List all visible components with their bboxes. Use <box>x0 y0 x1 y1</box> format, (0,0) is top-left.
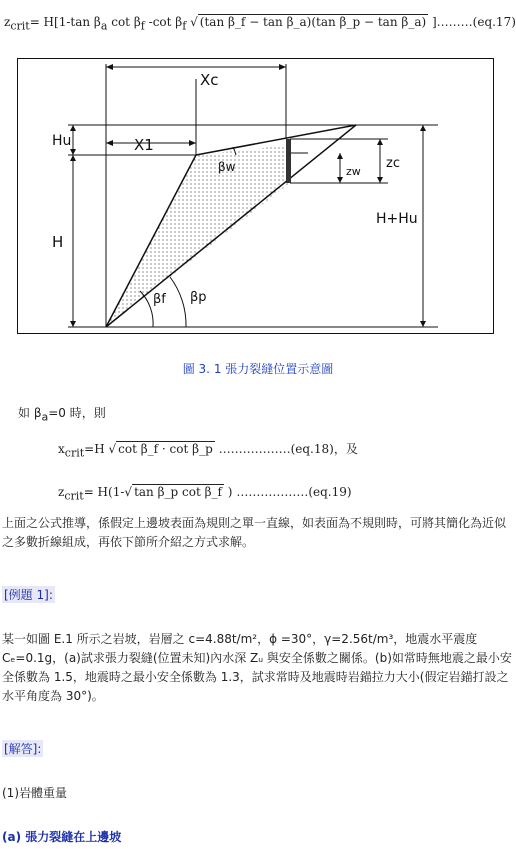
tension-crack <box>286 139 291 183</box>
eq19-close: ) <box>223 485 233 499</box>
equation-19 <box>58 484 352 502</box>
equation-18 <box>58 440 358 459</box>
label-beta-p: βp <box>190 290 207 305</box>
label-beta-w: βw <box>218 160 236 174</box>
eq17-mid2: -cot β <box>144 15 183 29</box>
condition-tail: =0 時，則 <box>48 406 106 420</box>
sqrt-icon: √ <box>124 485 133 499</box>
label-beta-f: βf <box>153 292 166 307</box>
eq19-eq: = H(1- <box>83 485 125 499</box>
eq17-text-before: = H[1-tan β <box>29 15 101 29</box>
label-x1: X1 <box>134 136 154 154</box>
eq17-close: ] <box>428 15 437 29</box>
eq18-eq: =H <box>84 442 105 456</box>
eq17-sub-a: a <box>100 19 108 33</box>
eq17-sub-f2: f <box>182 19 187 33</box>
equation-17 <box>4 14 516 32</box>
eq18-label: (eq.18)，及 <box>290 442 358 456</box>
answer-heading: [解答]: <box>4 742 42 756</box>
eq18-sqrt: cot β_f · cot β_p <box>118 442 213 456</box>
eq18-lhs: x <box>58 442 65 456</box>
eq17-label: (eq.17) <box>472 15 516 29</box>
label-h: H <box>52 233 64 251</box>
beta-p-arc <box>170 277 186 327</box>
label-h-hu: H+Hu <box>376 211 418 227</box>
eq17-lhs-sub: crit <box>10 19 30 33</box>
example-text: 某一如圖 E.1 所示之岩坡，岩層之 c=4.88t/m²，ϕ =30°，γ=2.56t/m³，地震水平震度 Cₑ=0.1g，(a)試求張力裂縫(位置未知)內水深 Zᵤ 與安全係數之關係。(b)如常時無地震之最小安全係數為 1.5，地震時之最小安全係數為 1.3，試求常時及地震時岩錨拉力大小(假定岩錨打設之水平角度為 30°)。 <box>2 632 512 703</box>
condition-text: 如 β <box>18 406 42 420</box>
label-zc: zc <box>386 156 400 171</box>
example-heading: [例題 1]: <box>4 588 53 602</box>
eq19-sqrt: tan β_p cot β_f <box>134 485 222 499</box>
eq18-lhs-sub: crit <box>64 446 85 460</box>
eq17-sqrt: (tan β_f − tan β_a)(tan β_p − tan β_a) <box>199 15 427 29</box>
eq19-dots: ……………… <box>236 485 309 499</box>
subitem-crack-upper-slope: (a) 張力裂縫在上邊坡 <box>2 830 122 844</box>
item-rock-weight: (1)岩體重量 <box>2 786 67 800</box>
eq17-lhs: z <box>4 15 11 29</box>
eq17-dots: ……… <box>436 15 473 29</box>
label-zw: zw <box>346 165 361 178</box>
figure-tension-crack <box>17 58 494 334</box>
figure-caption: 圖 3. 1 張力裂縫位置示意圖 <box>182 362 334 376</box>
eq19-lhs: z <box>58 485 65 499</box>
sqrt-icon: √ <box>190 15 198 29</box>
label-hu: Hu <box>52 133 72 149</box>
sqrt-icon: √ <box>108 442 117 456</box>
eq17-sub-f1: f <box>140 19 145 33</box>
condition-sub: a <box>41 410 49 424</box>
figure-diagram <box>18 59 495 335</box>
eq19-label: (eq.19) <box>308 485 352 499</box>
eq19-lhs-sub: crit <box>64 489 84 503</box>
label-xc: Xc <box>200 71 219 89</box>
eq17-mid1: cot β <box>107 15 141 29</box>
paragraph-derivation: 上面之公式推導，係假定上邊坡表面為規則之單一直線，如表面為不規則時，可將其簡化為近似之多數折線組成，再依下節所介紹之方式求解。 <box>2 516 507 549</box>
eq18-dots: ……………… <box>218 442 291 456</box>
condition-line <box>18 404 106 423</box>
